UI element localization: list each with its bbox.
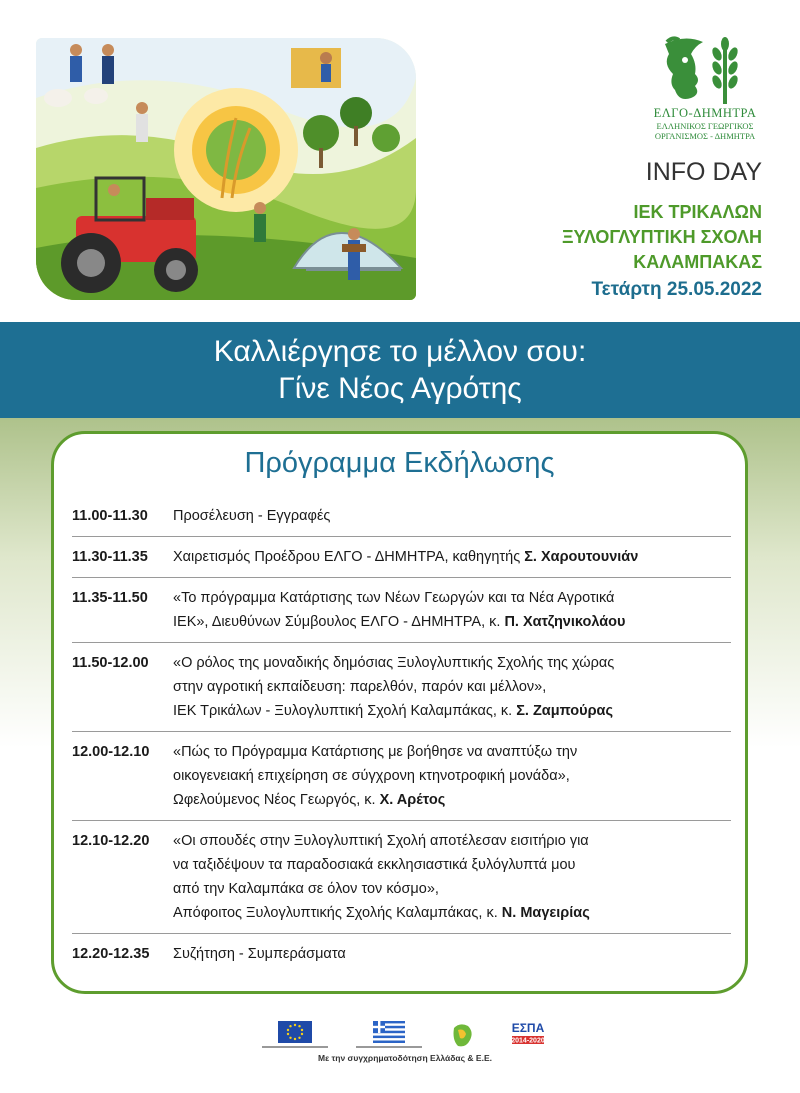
program-text: από την Καλαμπάκα σε όλον τον κόσμο», [173, 881, 439, 897]
program-text: «Το πρόγραμμα Κατάρτισης των Νέων Γεωργών και τα Νέα Αγροτικά [173, 590, 615, 606]
slogan-line-2: Γίνε Νέος Αγρότης [278, 372, 522, 405]
program-text: Χαιρετισμός Προέδρου ΕΛΓΟ - ΔΗΜΗΤΡΑ, καθηγητής [173, 549, 525, 565]
program-time: 12.00-12.10 [72, 744, 150, 760]
program-description-line [173, 853, 731, 877]
program-description-line [173, 675, 731, 699]
program-description-line [173, 901, 731, 925]
greek-flag-logo [356, 1021, 422, 1052]
logo-subtitle-2: ΟΡΓΑΝΙΣΜΟΣ - ΔΗΜΗΤΡΑ [654, 131, 756, 141]
region-logo [450, 1022, 476, 1052]
program-description-line [173, 764, 731, 788]
slogan-line-1: Καλλιέργησε το μέλλον σου: [213, 335, 587, 368]
program-description-line [173, 788, 731, 812]
program-row [72, 578, 731, 643]
program-list [72, 496, 731, 974]
program-text: «Ο ρόλος της μοναδικής δημόσιας Ξυλογλυπτικής Σχολής της χώρας [173, 655, 615, 671]
elgo-dimitra-logo [640, 34, 770, 154]
program-description [173, 740, 731, 812]
program-row [72, 643, 731, 732]
program-time: 11.00-11.30 [72, 508, 148, 524]
school-line: ΚΑΛΑΜΠΑΚΑΣ [633, 252, 762, 272]
program-text: ΙΕΚ Τρικάλων - Ξυλογλυπτική Σχολή Καλαμπάκας, κ. [173, 703, 517, 719]
eu-caption [262, 1046, 328, 1052]
greek-flag-icon [373, 1021, 405, 1043]
eu-logo [262, 1021, 328, 1052]
program-speaker: Π. Χατζηνικολάου [504, 614, 626, 630]
program-description [173, 504, 731, 528]
program-description-line [173, 651, 731, 675]
funding-note: Με την συγχρηματοδότηση Ελλάδας & Ε.Ε. [318, 1053, 492, 1063]
program-row [72, 934, 731, 974]
program-text: στην αγροτική εκπαίδευση: παρελθόν, παρόν και μέλλον», [173, 679, 547, 695]
espa-label: ΕΣΠΑ [511, 1021, 545, 1035]
event-date: Τετάρτη 25.05.2022 [591, 279, 762, 300]
program-time: 11.35-11.50 [72, 590, 148, 606]
espa-logo [504, 1018, 552, 1052]
program-row [72, 496, 731, 537]
program-speaker: Σ. Χαρουτουνιάν [524, 549, 639, 565]
program-description-line [173, 504, 731, 528]
program-description-line [173, 829, 731, 853]
program-description [173, 829, 731, 925]
program-description-line [173, 586, 731, 610]
program-text: Συζήτηση - Συμπεράσματα [173, 946, 346, 962]
eu-flag-icon [278, 1021, 312, 1043]
program-text: «Οι σπουδές στην Ξυλογλυπτική Σχολή αποτέλεσαν εισιτήριο για [173, 833, 589, 849]
program-time: 12.10-12.20 [72, 833, 150, 849]
program-description-line [173, 610, 731, 634]
program-time: 11.30-11.35 [72, 549, 148, 565]
demeter-head-icon [655, 34, 755, 106]
program-text: Απόφοιτος Ξυλογλυπτικής Σχολής Καλαμπάκας, κ. [173, 905, 502, 921]
program-title: Πρόγραμμα Εκδήλωσης [244, 447, 555, 479]
program-text: ΙΕΚ», Διευθύνων Σύμβουλος ΕΛΓΟ - ΔΗΜΗΤΡΑ, κ. [173, 614, 505, 630]
school-name [562, 200, 762, 275]
program-description [173, 586, 731, 634]
espa-years: 2014-2020 [511, 1037, 545, 1045]
program-description-line [173, 699, 731, 723]
program-description-line [173, 740, 731, 764]
program-text: οικογενειακή επιχείρηση σε σύγχρονη κτηνοτροφική μονάδα», [173, 768, 570, 784]
program-text: Προσέλευση - Εγγραφές [173, 508, 331, 524]
program-description [173, 651, 731, 723]
program-description-line [173, 877, 731, 901]
hero-illustration [36, 38, 416, 300]
program-row [72, 821, 731, 934]
greek-caption [356, 1046, 422, 1052]
school-line: ΞΥΛΟΓΛΥΠΤΙΚΗ ΣΧΟΛΗ [561, 227, 762, 247]
logo-subtitle-1: ΕΛΛΗΝΙΚΟΣ ΓΕΩΡΓΙΚΟΣ [656, 121, 754, 131]
program-text: Ωφελούμενος Νέος Γεωργός, κ. [173, 792, 380, 808]
program-speaker: Χ. Αρέτος [379, 792, 446, 808]
region-map-icon [450, 1022, 476, 1052]
slogan-banner [0, 322, 800, 418]
program-time: 11.50-12.00 [72, 655, 149, 671]
program-row [72, 537, 731, 578]
program-speaker: Σ. Ζαμπούρας [516, 703, 614, 719]
info-day-title: INFO DAY [645, 158, 762, 186]
program-description [173, 942, 731, 966]
sponsor-logos [262, 1012, 552, 1052]
program-description [173, 545, 731, 569]
program-card [51, 431, 748, 994]
program-description-line [173, 545, 731, 569]
program-description-line [173, 942, 731, 966]
program-time: 12.20-12.35 [72, 946, 150, 962]
program-row [72, 732, 731, 821]
espa-icon [504, 1018, 552, 1052]
program-speaker: Ν. Μαγειρίας [501, 905, 590, 921]
school-line: ΙΕΚ ΤΡΙΚΑΛΩΝ [633, 202, 762, 222]
program-text: να ταξιδέψουν τα παραδοσιακά εκκλησιαστικά ξυλόγλυπτά μου [173, 857, 576, 873]
program-text: «Πώς το Πρόγραμμα Κατάρτισης με βοήθησε να αναπτύξω την [173, 744, 578, 760]
logo-name: ΕΛΓΟ-ΔΗΜΗΤΡΑ [653, 106, 757, 120]
